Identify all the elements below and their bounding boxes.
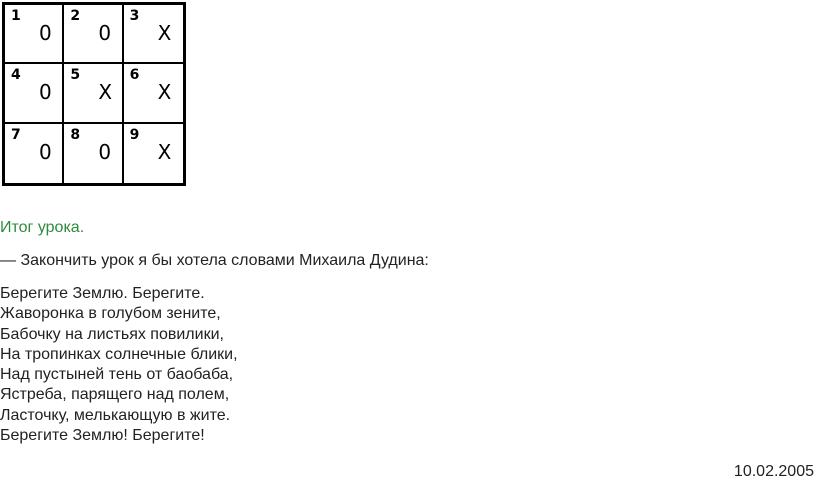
cell-number: 5 <box>70 67 81 84</box>
cell-mark: 0 <box>39 21 52 45</box>
date: 10.02.2005 <box>733 463 814 480</box>
poem-line: Берегите Землю! Берегите! <box>0 427 205 445</box>
board-cell-9 <box>124 124 183 183</box>
cell-mark: X <box>157 139 172 164</box>
cell-number: 3 <box>129 8 140 24</box>
poem-line: Бабочку на листьях повилики, <box>0 325 224 343</box>
poem-line: Над пустыней тень от баобаба, <box>0 366 234 384</box>
board-cell-6 <box>124 64 183 123</box>
cell-number: 4 <box>11 67 21 84</box>
cell-number: 6 <box>129 67 140 84</box>
board-cell-7 <box>5 124 64 183</box>
board-cell-1 <box>5 5 64 64</box>
cell-mark: X <box>157 80 172 105</box>
poem-line: На тропинках солнечные блики, <box>0 345 238 363</box>
poem <box>0 284 238 446</box>
cell-mark: X <box>98 80 113 105</box>
board-cell-8 <box>64 124 123 183</box>
tic-tac-toe-board <box>2 2 186 186</box>
cell-number: 9 <box>129 126 140 143</box>
poem-line: Берегите Землю. Берегите. <box>0 285 205 302</box>
cell-mark: 0 <box>39 80 52 105</box>
intro-text: — Закончить урок я бы хотела словами Михаила Дудина: <box>0 252 429 269</box>
board-cell-3 <box>124 5 183 64</box>
cell-number: 7 <box>11 126 21 143</box>
cell-mark: 0 <box>39 139 52 164</box>
board-cell-5 <box>64 64 123 123</box>
board-cell-2 <box>64 5 123 64</box>
cell-mark: X <box>157 21 172 45</box>
cell-number: 8 <box>70 126 81 143</box>
poem-line: Ястреба, парящего над полем, <box>0 386 230 404</box>
cell-number: 1 <box>11 8 21 24</box>
cell-mark: 0 <box>98 139 112 164</box>
board-cell-4 <box>5 64 64 123</box>
poem-line: Ласточку, мелькающую в жите. <box>0 406 231 424</box>
cell-number: 2 <box>70 8 81 24</box>
cell-mark: 0 <box>98 21 112 45</box>
poem-line: Жаворонка в голубом зените, <box>0 305 221 323</box>
lesson-summary-heading: Итог урока. <box>0 219 85 236</box>
